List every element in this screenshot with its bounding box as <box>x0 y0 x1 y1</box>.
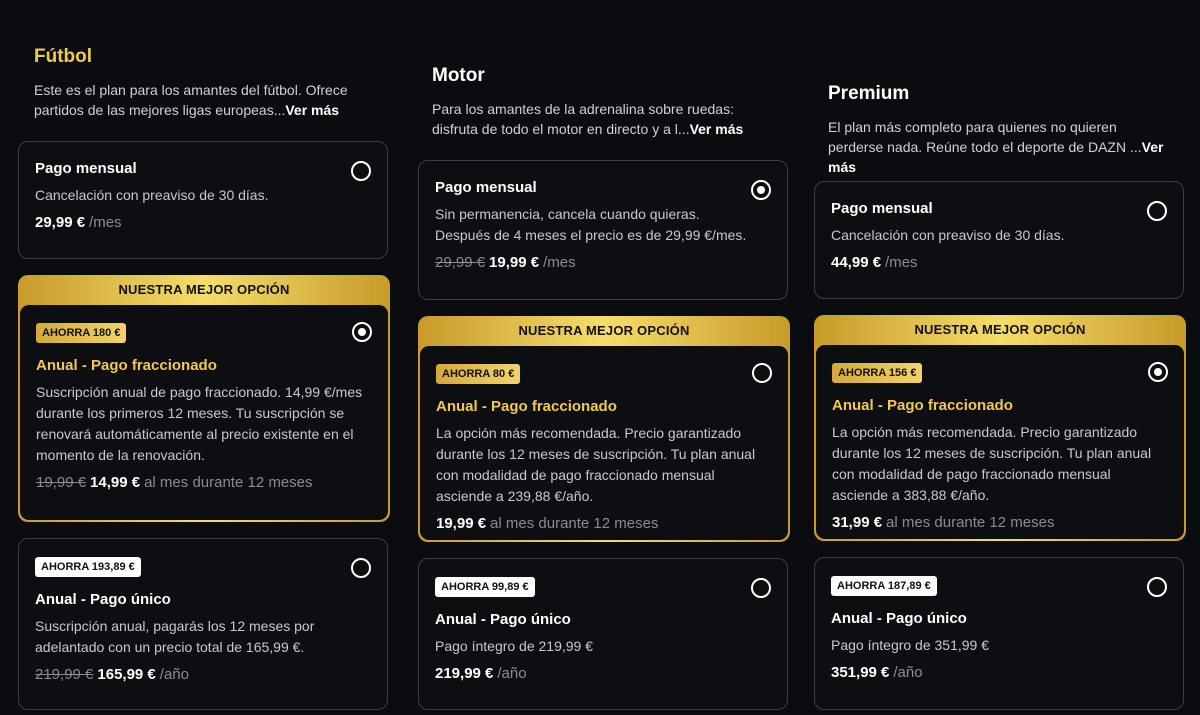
option-name: Anual - Pago único <box>831 610 967 627</box>
option-price <box>832 514 1168 531</box>
option-price <box>435 665 771 682</box>
price-value: 219,99 € <box>435 665 494 682</box>
option-price <box>36 474 372 491</box>
ver-mas-link[interactable]: Ver más <box>689 121 744 137</box>
plan-description <box>828 117 1168 177</box>
option-text: Suscripción anual, pagarás los 12 meses por adelantado con un precio total de 165,99 €. <box>35 618 315 655</box>
radio-button[interactable] <box>351 558 371 578</box>
savings-badge: AHORRA 180 € <box>36 323 126 343</box>
price-unit: /mes <box>89 214 122 231</box>
option-name: Pago mensual <box>35 160 137 177</box>
option-text: Cancelación con preaviso de 30 días. <box>831 227 1065 243</box>
plan-description <box>34 80 354 120</box>
option-card-annual-single[interactable] <box>814 557 1184 710</box>
radio-button[interactable] <box>1147 201 1167 221</box>
option-name: Anual - Pago fraccionado <box>36 357 217 374</box>
old-price: 29,99 € <box>435 254 486 271</box>
plan-description-text: Para los amantes de la adrenalina sobre ruedas: disfruta de todo el motor en directo y a l... <box>432 101 734 137</box>
radio-button[interactable] <box>351 161 371 181</box>
option-text: La opción más recomendada. Precio garantizado durante los 12 meses de suscripción. Tu plan anual con modalidad de pago fraccionado mensual asciende a 383,88 €/año. <box>832 424 1152 503</box>
old-price: 19,99 € <box>36 474 87 491</box>
option-card-annual-split[interactable] <box>20 305 388 520</box>
price-value: 19,99 € <box>489 254 540 271</box>
price-unit: al mes durante 12 meses <box>886 514 1055 531</box>
plan-title: Motor <box>432 65 485 86</box>
price-unit: /año <box>159 666 189 683</box>
radio-button-selected[interactable] <box>1148 362 1168 382</box>
price-value: 19,99 € <box>436 515 487 532</box>
savings-badge: AHORRA 187,89 € <box>831 576 937 596</box>
plan-description-text: Este es el plan para los amantes del fútbol. Ofrece partidos de las mejores ligas europeas... <box>34 82 348 118</box>
price-value: 14,99 € <box>90 474 141 491</box>
price-unit: /mes <box>885 254 918 271</box>
option-name: Anual - Pago único <box>435 611 571 628</box>
plan-title: Premium <box>828 83 910 104</box>
radio-button[interactable] <box>751 578 771 598</box>
savings-badge: AHORRA 156 € <box>832 363 922 383</box>
price-unit: al mes durante 12 meses <box>144 474 313 491</box>
option-card-monthly[interactable] <box>814 181 1184 299</box>
price-unit: al mes durante 12 meses <box>490 515 659 532</box>
option-price <box>35 214 371 231</box>
price-value: 351,99 € <box>831 664 890 681</box>
best-option-label: NUESTRA MEJOR OPCIÓN <box>118 282 290 297</box>
option-card-monthly[interactable] <box>418 160 788 300</box>
option-text: Suscripción anual de pago fraccionado. 14,99 €/mes durante los primeros 12 meses. Tu suscripción se renovará automáticamente al precio existente en el momento de la renovación. <box>36 384 363 463</box>
option-card-annual-single[interactable] <box>418 558 788 710</box>
option-name: Anual - Pago único <box>35 591 171 608</box>
price-unit: /mes <box>543 254 576 271</box>
plan-description <box>432 99 772 139</box>
price-value: 29,99 € <box>35 214 86 231</box>
radio-button-selected[interactable] <box>352 322 372 342</box>
best-option-label: NUESTRA MEJOR OPCIÓN <box>914 322 1086 337</box>
option-price <box>831 254 1167 271</box>
best-option-card[interactable] <box>18 275 390 522</box>
option-text: La opción más recomendada. Precio garantizado durante los 12 meses de suscripción. Tu plan anual con modalidad de pago fraccionado mensual asciende a 239,88 €/año. <box>436 425 756 504</box>
option-price <box>436 515 772 532</box>
savings-badge: AHORRA 193,89 € <box>35 557 141 577</box>
option-name: Anual - Pago fraccionado <box>436 398 617 415</box>
plan-title: Fútbol <box>34 46 93 67</box>
option-text: Pago íntegro de 219,99 € <box>435 638 594 654</box>
option-card-annual-split[interactable] <box>816 345 1184 539</box>
ver-mas-link[interactable]: Ver más <box>828 139 1164 175</box>
option-card-monthly[interactable] <box>18 141 388 259</box>
ver-mas-link[interactable]: Ver más <box>285 102 340 118</box>
option-text: Cancelación con preaviso de 30 días. <box>35 187 269 203</box>
price-unit: /año <box>497 665 527 682</box>
option-price <box>831 664 1167 681</box>
option-price <box>35 666 371 683</box>
price-unit: /año <box>893 664 923 681</box>
radio-button[interactable] <box>1147 577 1167 597</box>
option-text: Pago íntegro de 351,99 € <box>831 637 990 653</box>
best-option-card[interactable] <box>418 316 790 542</box>
best-option-label: NUESTRA MEJOR OPCIÓN <box>518 323 690 338</box>
option-price <box>435 254 771 271</box>
price-value: 44,99 € <box>831 254 882 271</box>
price-value: 165,99 € <box>97 666 156 683</box>
option-name: Pago mensual <box>435 179 537 196</box>
savings-badge: AHORRA 99,89 € <box>435 577 535 597</box>
radio-button-selected[interactable] <box>751 180 771 200</box>
option-card-annual-single[interactable] <box>18 538 388 710</box>
option-text: Sin permanencia, cancela cuando quieras. Después de 4 meses el precio es de 29,99 €/mes. <box>435 206 747 243</box>
option-name: Anual - Pago fraccionado <box>832 397 1013 414</box>
plan-description-text: El plan más completo para quienes no quieren perderse nada. Reúne todo el deporte de DAZN ... <box>828 119 1142 155</box>
old-price: 219,99 € <box>35 666 94 683</box>
radio-button[interactable] <box>752 363 772 383</box>
price-value: 31,99 € <box>832 514 883 531</box>
option-card-annual-split[interactable] <box>420 346 788 540</box>
best-option-card[interactable] <box>814 315 1186 541</box>
savings-badge: AHORRA 80 € <box>436 364 520 384</box>
option-name: Pago mensual <box>831 200 933 217</box>
